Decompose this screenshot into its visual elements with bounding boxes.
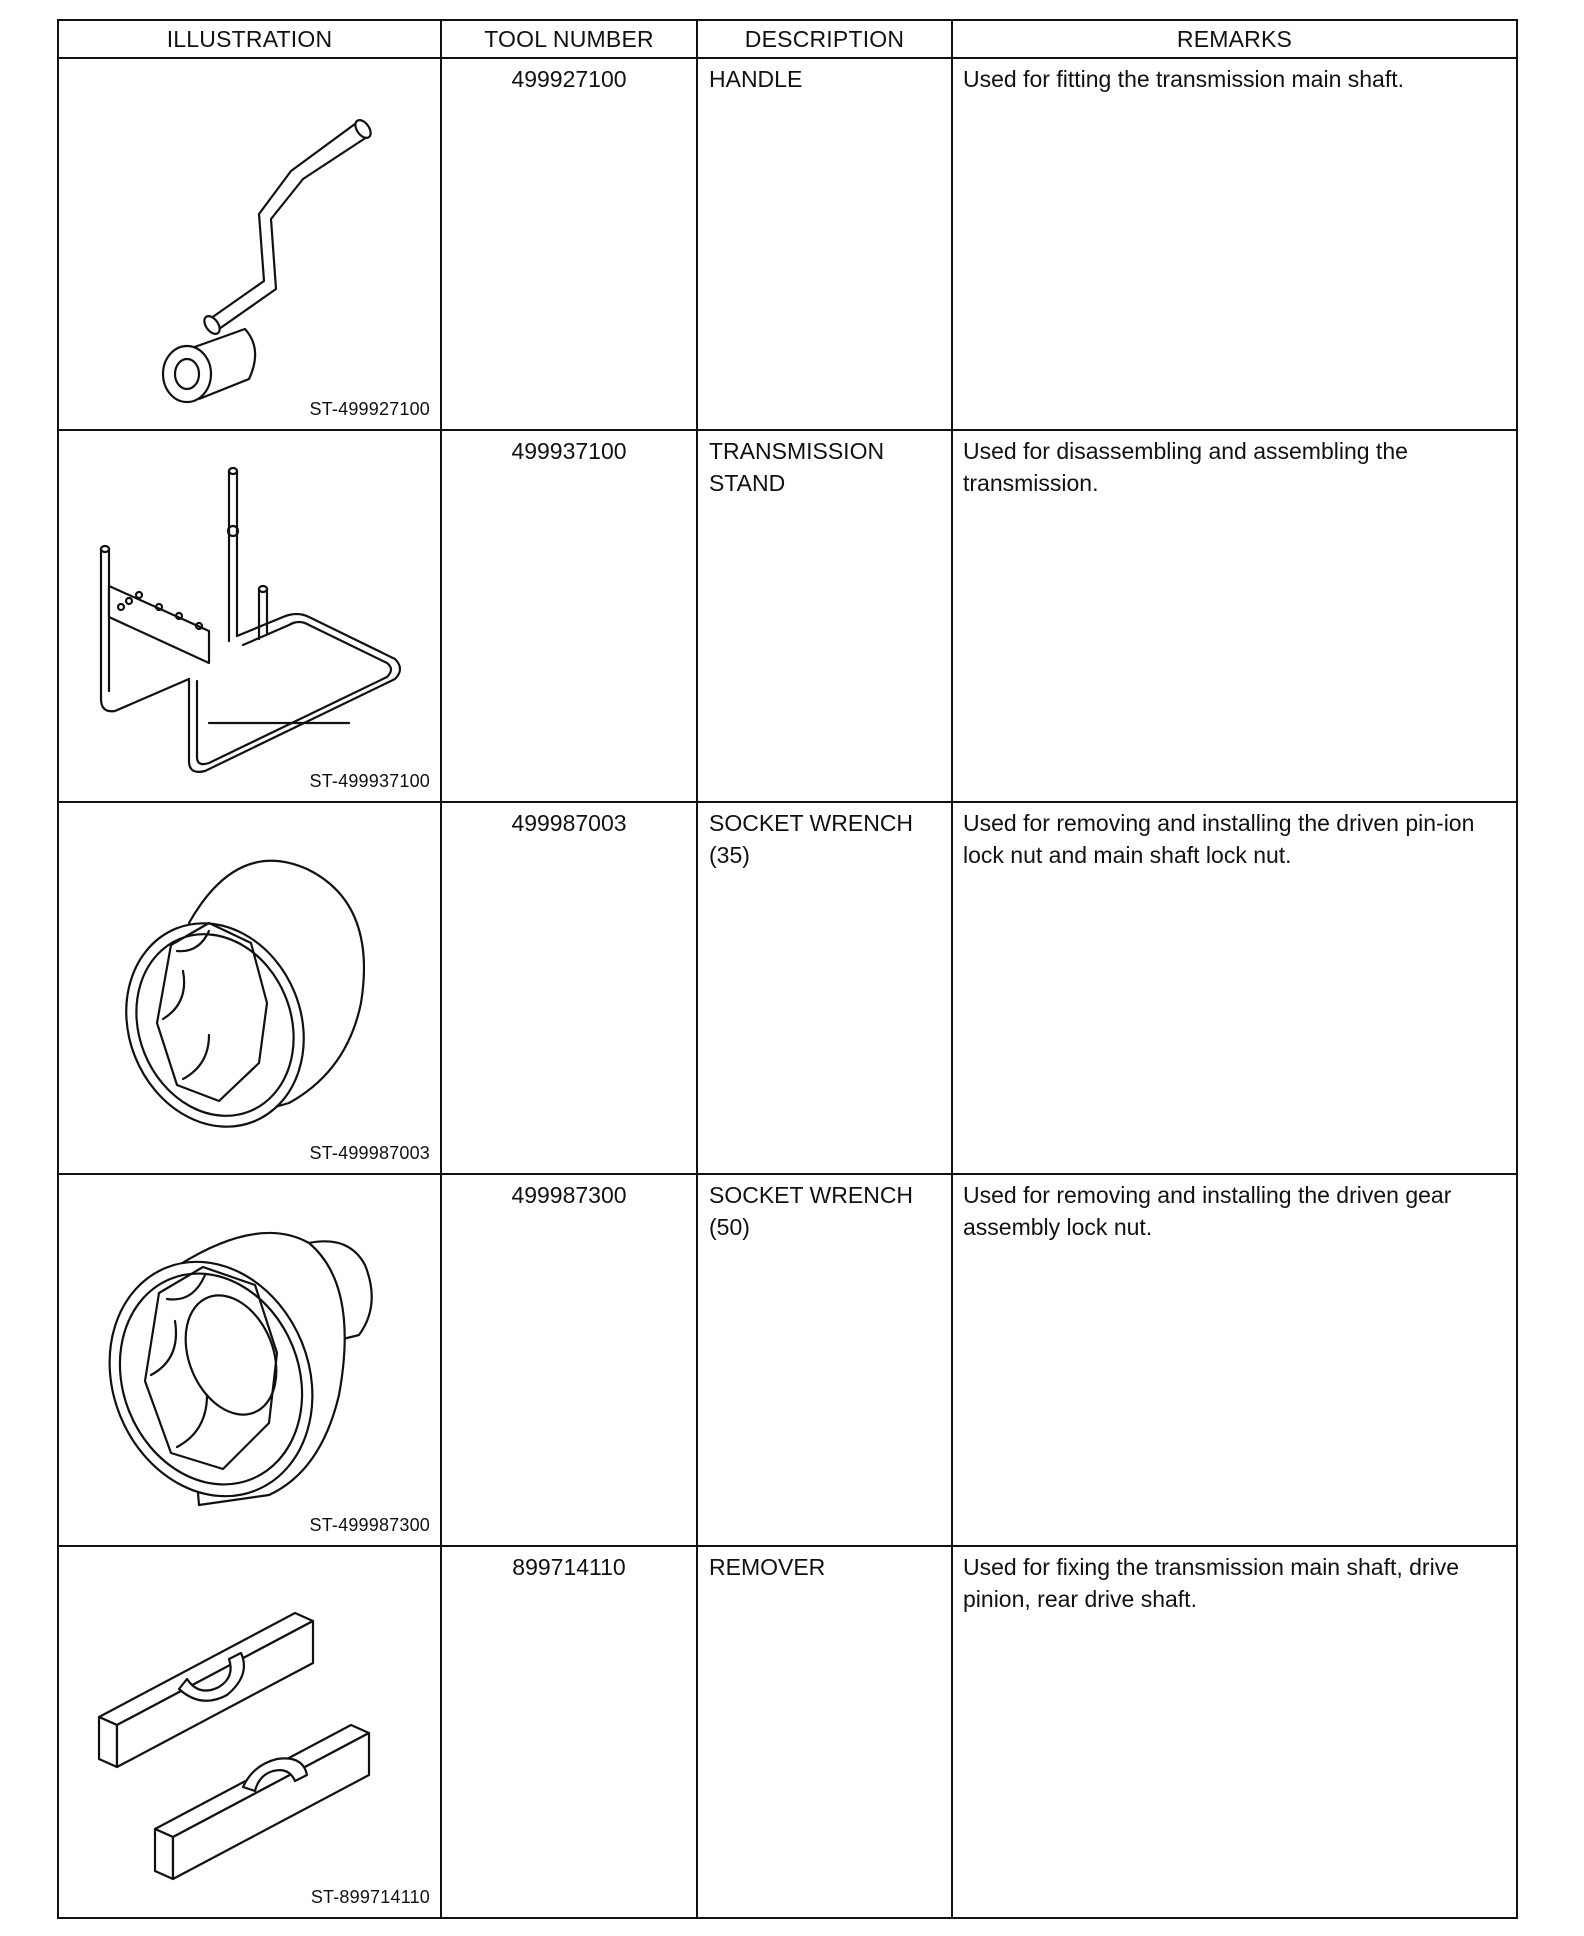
illustration-cell	[58, 1174, 441, 1546]
illustration-cell	[58, 1546, 441, 1918]
remarks-cell	[952, 802, 1517, 1174]
transmission-stand-icon	[59, 431, 442, 801]
remover-blocks-icon	[59, 1547, 442, 1917]
remarks-cell	[952, 58, 1517, 430]
figure-label: ST-899714110	[310, 1887, 430, 1907]
figure-label: ST-499987300	[309, 1515, 430, 1535]
handle-icon	[59, 59, 442, 429]
figure-label: ST-499937100	[309, 771, 430, 791]
tool-number-cell	[441, 1546, 697, 1918]
tool-remarks: Used for removing and installing the driven gear assembly lock nut.	[963, 1182, 1452, 1240]
tool-description: SOCKET WRENCH (35)	[709, 810, 914, 868]
tool-number-cell	[441, 430, 697, 802]
header-tool-number: TOOL NUMBER	[441, 20, 697, 58]
tool-number: 499937100	[511, 438, 627, 464]
description-cell	[697, 58, 952, 430]
tool-description: REMOVER	[709, 1554, 826, 1580]
illustration-cell	[58, 802, 441, 1174]
table-header-row	[58, 20, 1517, 58]
illustration-cell	[58, 430, 441, 802]
table-row	[58, 1546, 1517, 1918]
table-row	[58, 1174, 1517, 1546]
tool-number: 499987300	[511, 1182, 627, 1208]
special-tools-table	[57, 19, 1518, 1919]
description-cell	[697, 1546, 952, 1918]
illustration-cell	[58, 58, 441, 430]
header-illustration: ILLUSTRATION	[58, 20, 441, 58]
header-description: DESCRIPTION	[697, 20, 952, 58]
header-remarks: REMARKS	[952, 20, 1517, 58]
remarks-cell	[952, 1174, 1517, 1546]
tool-remarks: Used for fitting the transmission main shaft.	[963, 66, 1405, 92]
socket-wrench-stepped-icon	[59, 1175, 442, 1545]
tool-remarks: Used for fixing the transmission main shaft, drive pinion, rear drive shaft.	[963, 1554, 1459, 1612]
tool-description: SOCKET WRENCH (50)	[709, 1182, 914, 1240]
table-row	[58, 430, 1517, 802]
tool-description: HANDLE	[709, 66, 803, 92]
tool-number-cell	[441, 802, 697, 1174]
remarks-cell	[952, 430, 1517, 802]
description-cell	[697, 1174, 952, 1546]
tool-number-cell	[441, 58, 697, 430]
tool-remarks: Used for disassembling and assembling the transmission.	[963, 438, 1408, 496]
table-row	[58, 58, 1517, 430]
tool-number: 899714110	[512, 1554, 626, 1580]
tool-number: 499927100	[511, 66, 627, 92]
tool-number: 499987003	[511, 810, 627, 836]
remarks-cell	[952, 1546, 1517, 1918]
socket-wrench-icon	[59, 803, 442, 1173]
tool-number-cell	[441, 1174, 697, 1546]
description-cell	[697, 802, 952, 1174]
figure-label: ST-499927100	[309, 399, 430, 419]
description-cell	[697, 430, 952, 802]
tool-remarks: Used for removing and installing the driven pin-ion lock nut and main shaft lock nut.	[963, 810, 1475, 868]
table-row	[58, 802, 1517, 1174]
tool-description: TRANSMISSION STAND	[709, 438, 885, 496]
figure-label: ST-499987003	[309, 1143, 430, 1163]
